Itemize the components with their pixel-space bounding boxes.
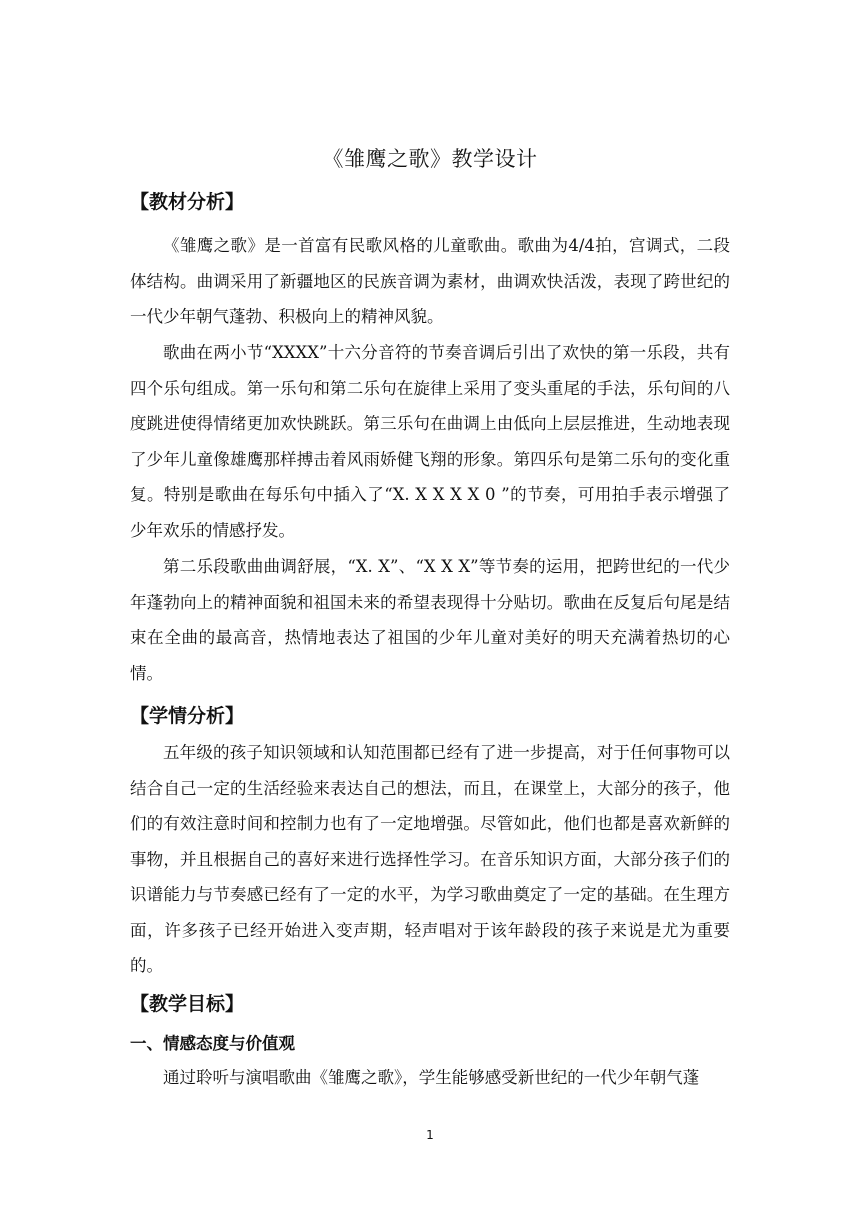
- paragraph: 五年级的孩子知识领域和认知范围都已经有了进一步提高，对于任何事物可以结合自己一定的生活经验来表达自己的想法，而且，在课堂上，大部分的孩子，他们的有效注意时间和控制力也有了一定地增强。尽管如此，他们也都是喜欢新鲜的事物，并且根据自己的喜好来进行选择性学习。在音乐知识方面，大部分孩子们的识谱能力与节奏感已经有了一定的水平，为学习歌曲奠定了一定的基础。在生理方面，许多孩子已经开始进入变声期，轻声唱对于该年龄段的孩子来说是尤为重要的。: [130, 743, 730, 975]
- section-heading-textbook-analysis: 【教材分析】: [130, 191, 245, 213]
- paragraph: 第二乐段歌曲曲调舒展，“X. X”、“X X X”等节奏的运用，把跨世纪的一代少年蓬勃向上的精神面貌和祖国未来的希望表现得十分贴切。歌曲在反复后句尾是结束在全曲的最高音，热情地表达了祖国的少年儿童对美好的明天充满着热切的心情。: [130, 557, 730, 683]
- paragraph: 通过聆听与演唱歌曲《雏鹰之歌》，学生能够感受新世纪的一代少年朝气蓬: [163, 1068, 700, 1087]
- document-title: 《雏鹰之歌》教学设计: [322, 147, 538, 171]
- section-heading-learner-analysis: 【学情分析】: [130, 705, 245, 727]
- paragraph: 《雏鹰之歌》是一首富有民歌风格的儿童歌曲。歌曲为4/4拍，宫调式，二段体结构。曲调采用了新疆地区的民族音调为素材，曲调欢快活泼，表现了跨世纪的一代少年朝气蓬勃、积极向上的精神风貌。: [130, 236, 730, 326]
- page-number: 1: [426, 1128, 434, 1142]
- section-heading-teaching-goals: 【教学目标】: [130, 993, 245, 1015]
- paragraph: 歌曲在两小节“XXXX”十六分音符的节奏音调后引出了欢快的第一乐段，共有四个乐句组成。第一乐句和第二乐句在旋律上采用了变头重尾的手法，乐句间的八度跳进使得情绪更加欢快跳跃。第三乐句在曲调上由低向上层层推进，生动地表现了少年儿童像雄鹰那样搏击着风雨娇健飞翔的形象。第四乐句是第二乐句的变化重复。特别是歌曲在每乐句中插入了“X. X X X X 0 ”的节奏，可用拍手表示增强了少年欢乐的情感抒发。: [130, 343, 730, 540]
- subsection-heading-attitude-values: 一、情感态度与价值观: [130, 1034, 295, 1053]
